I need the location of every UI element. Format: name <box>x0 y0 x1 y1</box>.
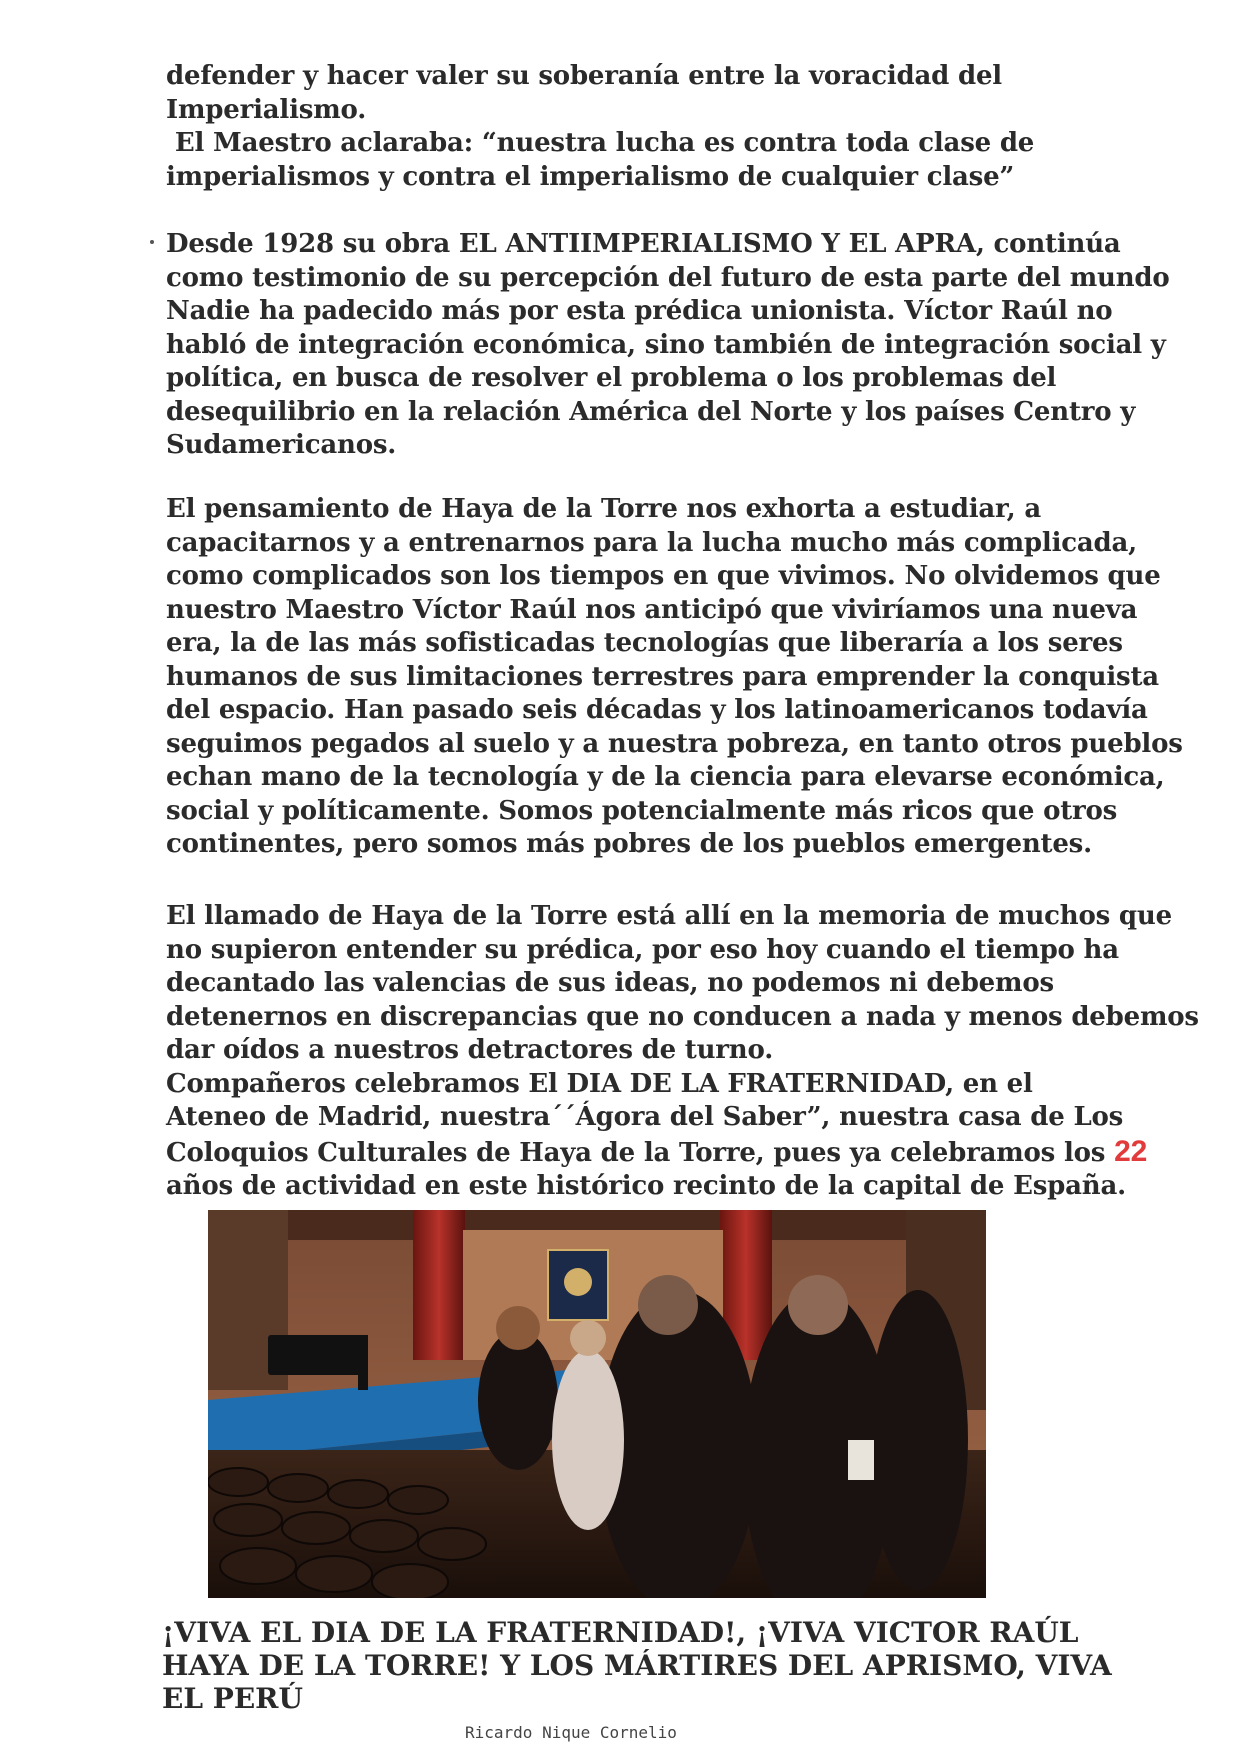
text-line: social y políticamente. Somos potencialmente más ricos que otros <box>166 795 1118 826</box>
text-line: El llamado de Haya de la Torre está allí en la memoria de muchos que <box>166 901 1172 931</box>
text-line: Sudamericanos. <box>166 430 397 460</box>
text-line: como testimonio de su percepción del futuro de esta parte del mundo <box>166 262 1170 293</box>
text-line: detenernos en discrepancias que no conducen a nada y menos debemos <box>166 1001 1199 1032</box>
text-line: del espacio. Han pasado seis décadas y los latinoamericanos todavía <box>166 695 1148 725</box>
paragraph-llamado <box>166 900 1199 1204</box>
text-fragment: Coloquios Culturales de Haya de la Torre, pues ya celebramos los <box>166 1137 1106 1168</box>
text-line: echan mano de la tecnología y de la ciencia para elevarse económica, <box>166 762 1165 792</box>
text-line: política, en busca de resolver el problema o los problemas del <box>166 363 1057 393</box>
text-line: Ateneo de Madrid, nuestra´´Ágora del Saber”, nuestra casa de Los <box>166 1102 1124 1132</box>
text-line: capacitarnos y a entrenarnos para la lucha mucho más complicada, <box>166 527 1138 558</box>
paragraph-pensamiento <box>166 493 1183 862</box>
text-line: Imperialismo. <box>166 94 367 125</box>
author-signature: Ricardo Nique Cornelio <box>465 1723 677 1742</box>
text-line: habló de integración económica, sino también de integración social y <box>166 329 1166 360</box>
text-line: era, la de las más sofisticadas tecnologías que liberaría a los seres <box>166 628 1123 658</box>
paragraph-soberania <box>166 60 1066 194</box>
text-line-with-number <box>166 1134 1148 1171</box>
text-line: El Maestro aclaraba: “nuestra lucha es contra toda clase de <box>166 128 1035 158</box>
text-line: años de actividad en este histórico recinto de la capital de España. <box>166 1171 1126 1201</box>
paragraph-antiimperialismo <box>166 228 1170 463</box>
text-line: decantado las valencias de sus ideas, no podemos ni debemos <box>166 968 1054 998</box>
years-number: 22 <box>1114 1134 1148 1168</box>
closing-exclamation <box>162 1616 1112 1715</box>
text-line: defender y hacer valer su soberanía entre la voracidad del <box>166 61 1002 91</box>
text-line: desequilibrio en la relación América del Norte y los países Centro y <box>166 396 1136 427</box>
closing-line: ¡VIVA EL DIA DE LA FRATERNIDAD!, ¡VIVA VICTOR RAÚL <box>162 1616 1079 1649</box>
text-line: nuestro Maestro Víctor Raúl nos anticipó que viviríamos una nueva <box>166 594 1138 625</box>
text-line: El pensamiento de Haya de la Torre nos exhorta a estudiar, a <box>166 494 1042 524</box>
closing-line: HAYA DE LA TORRE! Y LOS MÁRTIRES DEL APRISMO, VIVA <box>162 1649 1112 1682</box>
text-line: como complicados son los tiempos en que vivimos. No olvidemos que <box>166 561 1161 591</box>
event-photo-ateneo <box>208 1210 986 1598</box>
bullet-mark <box>150 240 154 244</box>
text-line: seguimos pegados al suelo y a nuestra pobreza, en tanto otros pueblos <box>166 728 1183 759</box>
closing-line: EL PERÚ <box>162 1682 303 1715</box>
text-line: dar oídos a nuestros detractores de turno. <box>166 1035 774 1065</box>
text-line: continentes, pero somos más pobres de los pueblos emergentes. <box>166 829 1092 859</box>
text-line: Compañeros celebramos El DIA DE LA FRATERNIDAD, en el <box>166 1068 1033 1099</box>
text-line: no supieron entender su prédica, por eso hoy cuando el tiempo ha <box>166 934 1119 965</box>
text-line: Nadie ha padecido más por esta prédica unionista. Víctor Raúl no <box>166 296 1113 326</box>
text-line: Desde 1928 su obra EL ANTIIMPERIALISMO Y EL APRA, continúa <box>166 229 1121 259</box>
text-line: humanos de sus limitaciones terrestres para emprender la conquista <box>166 661 1159 692</box>
photo-illustration <box>208 1210 986 1598</box>
text-line: imperialismos y contra el imperialismo de cualquier clase” <box>166 161 1015 192</box>
